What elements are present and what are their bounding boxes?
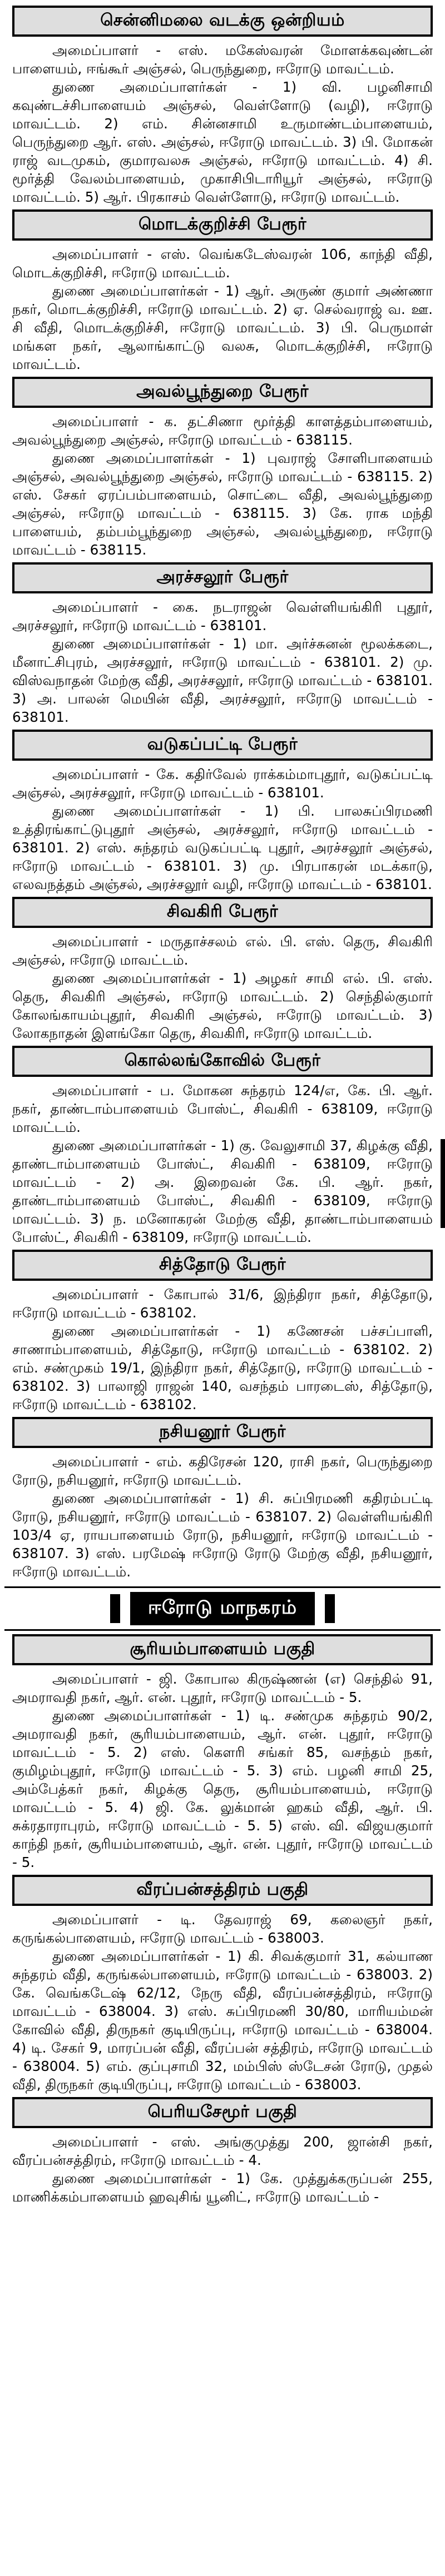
section-title: சிவகிரி பேரூர் (12, 897, 433, 928)
section (12, 730, 433, 893)
organizer-paragraph: அமைப்பாளர் - எம். கதிரேசன் 120, ராசி நகர், பெருந்துறை ரோடு, நசியனூர், ஈரோடு மாவட்டம். (12, 1454, 433, 1488)
banner-left-bar (110, 1594, 120, 1623)
organizer-paragraph: அமைப்பாளர் - க. தட்சிணா மூர்த்தி காளத்தம்பாளையம், அவல்பூந்துறை அஞ்சல், ஈரோடு மாவட்டம் - 638115. (12, 413, 433, 448)
corporation-section-list (12, 1634, 433, 2206)
section-title: மொடக்குறிச்சி பேரூர் (12, 209, 433, 241)
section-title: கொல்லங்கோவில் பேரூர் (12, 1046, 433, 1077)
section-title: சித்தோடு பேரூர் (12, 1250, 433, 1281)
section-title: நசியனூர் பேரூர் (12, 1417, 433, 1448)
organizer-paragraph: அமைப்பாளர் - எஸ். வெங்கடேஸ்வரன் 106, காந்தி வீதி, மொடக்குறிச்சி, ஈரோடு மாவட்டம். (12, 246, 433, 281)
organizer-paragraph: அமைப்பாளர் - கை. நடராஜன் வெள்ளியங்கிரி புதூர், அரச்சலூர், ஈரோடு மாவட்டம் - 638101. (12, 599, 433, 633)
deputy-organizers-paragraph: துணை அமைப்பாளர்கள் - 1) கு. வேலுசாமி 37, கிழக்கு வீதி, தாண்டாம்பாளையம் போஸ்ட், சிவகிரி - 638109, ஈரோடு மாவட்டம் - 2) அ. இறைவன் கே. பி. ஆர். நகர், தாண்டாம்பாளையம் போஸ்ட், சிவகிரி - 638109, ஈரோடு மாவட்டம். 3) ந. மனோகரன் மேற்கு வீதி, தாண்டாம்பாளையம் போஸ்ட், சிவகிரி - 638109, ஈரோடு மாவட்டம். (12, 1137, 433, 1245)
section-title: வீரப்பன்சத்திரம் பகுதி (12, 1875, 433, 1906)
section (12, 1250, 433, 1414)
section-title: பெரியசேமூர் பகுதி (12, 2097, 433, 2128)
deputy-organizers-paragraph: துணை அமைப்பாளர்கள் - 1) கணேசன் பச்சப்பாளி, சாணாம்பாளையம், சித்தோடு, ஈரோடு மாவட்டம் - 638102. 2) எம். சண்முகம் 19/1, இந்திரா நகர், சித்தோடு, ஈரோடு மாவட்டம் - 638102. 3) பாலாஜி ராஜன் 140, வசந்தம் பாரடைஸ், சித்தோடு, ஈரோடு மாவட்டம் - 638102. (12, 1323, 433, 1412)
organizer-paragraph: அமைப்பாளர் - கே. கதிர்வேல் ராக்கம்மாபுதூர், வடுகப்பட்டி அஞ்சல், அரச்சலூர், ஈரோடு மாவட்டம் - 638101. (12, 766, 433, 801)
organizer-paragraph: அமைப்பாளர் - ப. மோகன சுந்தரம் 124/எ, கே. பி. ஆர். நகர், தாண்டாம்பாளையம் போஸ்ட், சிவகிரி - 638109, ஈரோடு மாவட்டம். (12, 1082, 433, 1135)
deputy-organizers-paragraph: துணை அமைப்பாளர்கள் - 1) புவராஜ் சோளிபாளையம் அஞ்சல், அவல்பூந்துறை அஞ்சல், ஈரோடு மாவட்டம் - 638115. 2) எஸ். சேகர் ஏரப்பம்பாளையம், சொட்டை வீதி, அவல்பூந்துறை அஞ்சல், ஈரோடு மாவட்டம் - 638115. 3) கே. ராக மந்தி பாளையம், தம்பம்பூந்துறை அஞ்சல், அவல்பூந்துறை, ஈரோடு மாவட்டம் - 638115. (12, 450, 433, 558)
section-title: சூரியம்பாளையம் பகுதி (12, 1634, 433, 1665)
organizer-paragraph: அமைப்பாளர் - ஜி. கோபால கிருஷ்ணன் (எ) செந்தில் 91, அமராவதி நகர், ஆர். என். புதூர், ஈரோடு மாவட்டம் - 5. (12, 1671, 433, 1705)
section-title: அவல்பூந்துறை பேரூர் (12, 377, 433, 408)
section (12, 6, 433, 206)
deputy-organizers-paragraph: துணை அமைப்பாளர்கள் - 1) அழகர் சாமி எல். பி. எஸ். தெரு, சிவகிரி அஞ்சல், ஈரோடு மாவட்டம். 2) செந்தில்குமார் கோலங்காயம்புதூர், சிவகிரி அஞ்சல், ஈரோடு மாவட்டம். 3) லோகநாதன் இளங்கோ தெரு, சிவகிரி, ஈரோடு மாவட்டம். (12, 970, 433, 1041)
section (12, 1634, 433, 1871)
section (12, 377, 433, 559)
section (12, 562, 433, 726)
deputy-organizers-paragraph: துணை அமைப்பாளர்கள் - 1) கி. சிவக்குமார் 31, கல்யாண சுந்தரம் வீதி, கருங்கல்பாளையம், ஈரோடு மாவட்டம் - 638003. 2) கே. வெங்கடேஷ் 62/12, நேரு வீதி, வீரப்பன்சத்திரம், ஈரோடு மாவட்டம் - 638004. 3) எஸ். சுப்பிரமணி 30/80, மாரியம்மன் கோவில் வீதி, திருநகர் குடியிருப்பு, ஈரோடு மாவட்டம் - 638004. 4) டி. சேகர் 9, மாரப்பன் வீதி, வீரப்பன் சத்திரம், ஈரோடு மாவட்டம் - 638004. 5) எம். குப்புசாமி 32, மம்பிஸ் ஸ்டேசன் ரோடு, முதல் வீதி, திருநகர் குடியிருப்பு, ஈரோடு மாவட்டம் - 638003. (12, 1948, 433, 2093)
deputy-organizers-paragraph: துணை அமைப்பாளர்கள் - 1) ஆர். அருண் குமார் அண்ணா நகர், மொடக்குறிச்சி, ஈரோடு மாவட்டம். 2) ஏ. செல்வராஜ் வ. ஊ. சி வீதி, மொடக்குறிச்சி, ஈரோடு மாவட்டம். 3) பி. பெருமாள் மங்கள நகர், ஆலாங்காட்டு வலசு, மொடக்குறிச்சி, ஈரோடு மாவட்டம். (12, 283, 433, 372)
banner-title: ஈரோடு மாநகரம் (130, 1592, 315, 1625)
deputy-organizers-paragraph: துணை அமைப்பாளர்கள் - 1) சி. சுப்பிரமணி கதிரம்பட்டி ரோடு, நசியனூர், ஈரோடு மாவட்டம் - 638107. 2) வெள்ளியங்கிரி 103/4 ஏ, ராயபாளையம் ரோடு, நசியனூர், ஈரோடு மாவட்டம் - 638107. 3) எஸ். பரமேஷ் ஈரோடு ரோடு மேற்கு வீதி, நசியனூர், ஈரோடு மாவட்டம். (12, 1490, 433, 1580)
section (12, 1875, 433, 2094)
section (12, 209, 433, 373)
section-list (12, 6, 433, 1581)
deputy-organizers-paragraph: துணை அமைப்பாளர்கள் - 1) பி. பாலசுப்பிரமணி உத்திரங்காட்டுபுதூர் அஞ்சல், அரச்சலூர், ஈரோடு மாவட்டம் - 638101. 2) எஸ். சுந்தரம் வடுகப்பட்டி புதூர், அரச்சலூர் அஞ்சல், ஈரோடு மாவட்டம் - 638101. 3) மு. பிரபாகரன் மடக்காடு, எலவநத்தம் அஞ்சல், அரச்சலூர் வழி, ஈரோடு மாவட்டம் - 638101. (12, 803, 433, 892)
deputy-organizers-paragraph: துணை அமைப்பாளர்கள் - 1) மா. அர்ச்சுனன் மூலக்கடை, மீனாட்சிபுரம், அரச்சலூர், ஈரோடு மாவட்டம் - 638101. 2) மு. விஸ்வநாதன் மேற்கு வீதி, அரச்சலூர், ஈரோடு மாவட்டம் - 638101. 3) அ. பாலன் மெயின் வீதி, அரச்சலூர், ஈரோடு மாவட்டம் - 638101. (12, 636, 433, 725)
organizer-paragraph: அமைப்பாளர் - எஸ். அங்குமுத்து 200, ஜான்சி நகர், வீரப்பன்சத்திரம், ஈரோடு மாவட்டம் - 4. (12, 2134, 433, 2168)
section (12, 1417, 433, 1581)
section (12, 1046, 433, 1246)
deputy-organizers-paragraph: துணை அமைப்பாளர்கள் - 1) கே. முத்துக்கருப்பன் 255, மாணிக்கம்பாளையம் ஹவுசிங் யூனிட், ஈரோடு மாவட்டம் - (12, 2170, 433, 2205)
section (12, 897, 433, 1042)
deputy-organizers-paragraph: துணை அமைப்பாளர்கள் - 1) வி. பழனிசாமி கவுண்டச்சிபாளையம் அஞ்சல், வெள்ளோடு (வழி), ஈரோடு மாவட்டம். 2) எம். சின்னசாமி உருமாண்டம்பாளையம், பெருந்துறை ஆர். எஸ். அஞ்சல், ஈரோடு மாவட்டம். 3) பி. மோகன் ராஜ் வடமுகம், குமாரவலசு அஞ்சல், ஈரோடு மாவட்டம். 4) சி. மூர்த்தி வேலம்பாளையம், முகாசிபிடாரியூர் அஞ்சல், ஈரோடு மாவட்டம். 5) ஆர். பிரகாசம் வெள்ளோடு, ஈரோடு மாவட்டம். (12, 79, 433, 205)
corporation-banner (4, 1586, 441, 1631)
column-edge-mark (441, 1139, 445, 1228)
organizer-paragraph: அமைப்பாளர் - கோபால் 31/6, இந்திரா நகர், சித்தோடு, ஈரோடு மாவட்டம் - 638102. (12, 1286, 433, 1321)
section-title: சென்னிமலை வடக்கு ஒன்றியம் (12, 6, 433, 37)
section-title: வடுகப்பட்டி பேரூர் (12, 730, 433, 761)
organizer-paragraph: அமைப்பாளர் - எஸ். மகேஸ்வரன் மோளக்கவுண்டன் பாளையம், ஈங்கூர் அஞ்சல், பெருந்துறை, ஈரோடு மாவட்டம். (12, 42, 433, 77)
section-title: அரச்சலூர் பேரூர் (12, 562, 433, 593)
section (12, 2097, 433, 2206)
organizer-paragraph: அமைப்பாளர் - மருதாச்சலம் எல். பி. எஸ். தெரு, சிவகிரி அஞ்சல், ஈரோடு மாவட்டம். (12, 933, 433, 968)
deputy-organizers-paragraph: துணை அமைப்பாளர்கள் - 1) டி. சண்முக சுந்தரம் 90/2, அமராவதி நகர், சூரியம்பாளையம், ஆர். என். புதூர், ஈரோடு மாவட்டம் - 5. 2) எஸ். கௌரி சங்கர் 85, வசந்தம் நகர், குமிழம்புதூர், ஈரோடு மாவட்டம் - 5. 3) எம். பழனி சாமி 25, அம்பேத்கர் நகர், கிழக்கு தெரு, சூரியம்பாளையம், ஈரோடு மாவட்டம் - 5. 4) ஜி. கே. லுக்மான் ஹகம் வீதி, ஆர். பி. சுக்ரதாராபுரம், ஈரோடு மாவட்டம் - 5. 5) எஸ். வி. விஜயகுமார் காந்தி நகர், சூரியம்பாளையம், ஆர். என். புதூர், ஈரோடு மாவட்டம் - 5. (12, 1708, 433, 1870)
banner-right-bar (325, 1594, 335, 1623)
organizer-paragraph: அமைப்பாளர் - டி. தேவராஜ் 69, கலைஞர் நகர், கருங்கல்பாளையம், ஈரோடு மாவட்டம் - 638003. (12, 1911, 433, 1946)
